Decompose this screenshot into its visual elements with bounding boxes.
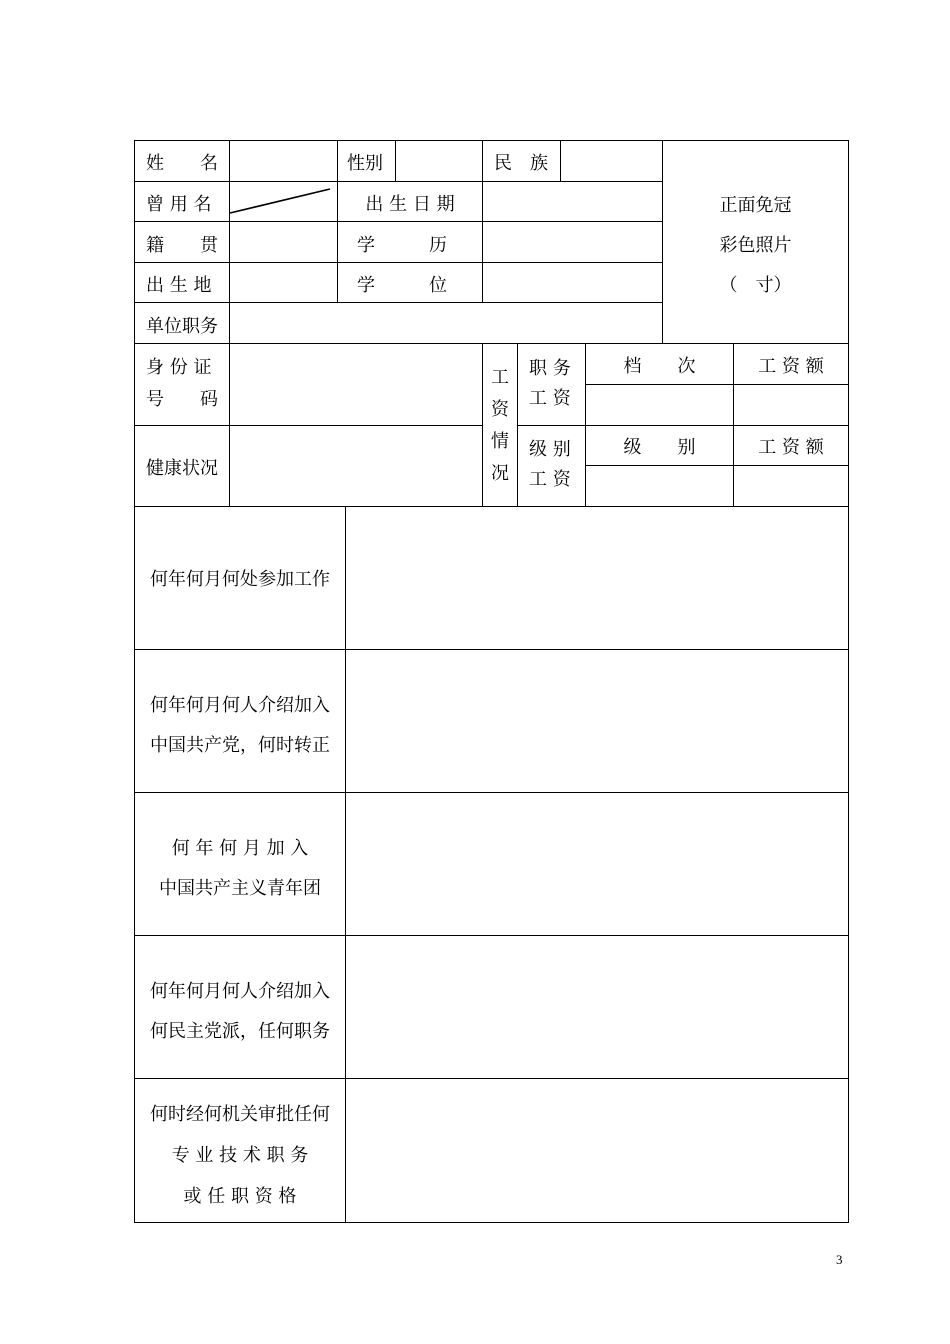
row-label-professional-title — [135, 1094, 345, 1217]
row-divider — [134, 221, 663, 222]
row-label-line: 何年何月何人介绍加入 — [150, 695, 330, 716]
grade-salary-label — [529, 435, 571, 495]
salary-amount-header: 工 资 额 — [758, 437, 824, 458]
id-number-label-line2: 号 码 — [146, 389, 218, 410]
row-divider — [134, 506, 849, 507]
row-label-democratic-party — [135, 972, 345, 1052]
former-name-label: 曾 用 名 — [146, 194, 212, 215]
salary-char: 工 — [491, 367, 509, 388]
native-place-label: 籍 贯 — [146, 235, 218, 256]
post-salary-label-line2: 工 资 — [529, 388, 571, 409]
row-divider — [134, 425, 483, 426]
row-label-line: 中国共产党，何时转正 — [150, 735, 330, 756]
row-divider — [134, 935, 849, 936]
page-number: 3 — [836, 1252, 843, 1267]
salary-divider — [585, 465, 849, 466]
row-label-line: 何 年 何 月 加 入 — [171, 838, 309, 859]
photo-caption-line3: （ 寸） — [719, 275, 792, 296]
post-salary-label — [529, 354, 571, 414]
table-border-right — [848, 140, 849, 1223]
row-divider — [134, 262, 663, 263]
photo-caption-line2: 彩色照片 — [719, 235, 792, 256]
row-divider — [134, 302, 663, 303]
birth-date-label: 出 生 日 期 — [365, 194, 455, 215]
row-label-line: 何年何月何处参加工作 — [150, 569, 330, 590]
salary-char: 况 — [491, 463, 509, 484]
salary-section-label — [490, 362, 510, 490]
row-divider — [134, 649, 849, 650]
row-divider — [134, 792, 849, 793]
salary-amount-header: 工 资 额 — [758, 356, 824, 377]
birthplace-label: 出 生 地 — [146, 275, 212, 296]
level-header: 级 别 — [623, 437, 696, 458]
row-divider — [134, 181, 663, 182]
tier-header: 档 次 — [623, 356, 696, 377]
education-label: 学 历 — [357, 235, 447, 256]
row-label-work-start — [135, 564, 345, 596]
row-label-youth-league — [135, 829, 345, 909]
ethnicity-label: 民 族 — [494, 153, 548, 174]
col-divider — [517, 343, 518, 507]
unit-position-label: 单位职务 — [146, 316, 218, 337]
col-divider — [560, 140, 561, 181]
post-salary-label-line1: 职 务 — [529, 358, 571, 379]
gender-label: 性别 — [347, 153, 383, 174]
row-label-line: 专 业 技 术 职 务 — [171, 1145, 309, 1166]
row-label-party-join — [135, 686, 345, 766]
row-label-line: 何年何月何人介绍加入 — [150, 981, 330, 1002]
id-number-label — [146, 352, 218, 416]
grade-salary-label-line1: 级 别 — [529, 439, 571, 460]
photo-caption-line1: 正面免冠 — [719, 195, 792, 216]
name-label: 姓 名 — [146, 153, 218, 174]
strikeout-slash — [228, 185, 334, 217]
col-divider — [337, 140, 338, 303]
col-divider — [482, 343, 483, 507]
table-border-left — [134, 140, 135, 1223]
health-label: 健康状况 — [146, 458, 218, 479]
grade-salary-label-line2: 工 资 — [529, 469, 571, 490]
row-divider — [134, 343, 849, 344]
salary-divider — [517, 425, 849, 426]
id-number-label-line1: 身 份 证 — [146, 357, 212, 378]
col-divider — [482, 140, 483, 303]
row-label-line: 或 任 职 资 格 — [183, 1186, 297, 1207]
degree-label: 学 位 — [357, 275, 447, 296]
row-label-line: 何民主党派，任何职务 — [150, 1021, 330, 1042]
table-border-bottom — [134, 1222, 849, 1223]
col-divider — [345, 506, 346, 1223]
salary-divider — [585, 384, 849, 385]
table-border-top — [134, 140, 849, 141]
salary-char: 资 — [491, 399, 509, 420]
row-label-line: 中国共产主义青年团 — [159, 878, 321, 899]
row-divider — [134, 1078, 849, 1079]
col-divider — [395, 140, 396, 181]
row-label-line: 何时经何机关审批任何 — [150, 1104, 330, 1125]
salary-char: 情 — [491, 431, 509, 452]
